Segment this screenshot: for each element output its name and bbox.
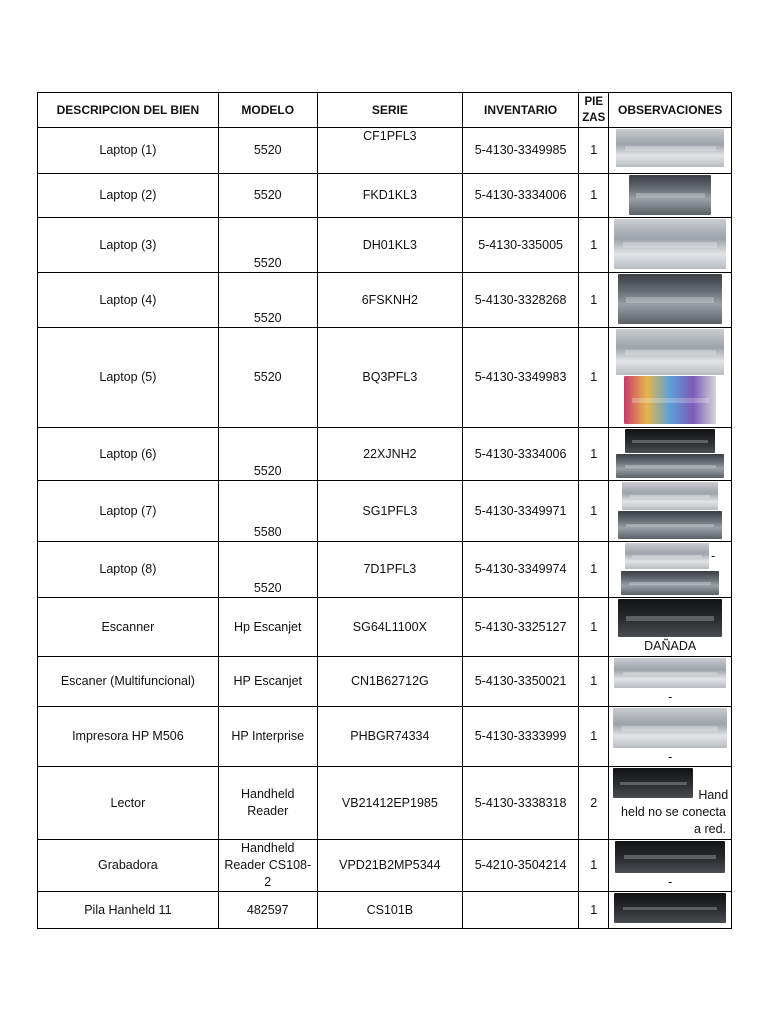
cell-serie: SG1PFL3 <box>317 481 462 542</box>
cell-piezas: 1 <box>579 892 609 929</box>
cell-observaciones <box>609 598 732 657</box>
cell-modelo: Handheld Reader <box>218 767 317 840</box>
table-row <box>38 428 732 481</box>
header-observaciones: OBSERVACIONES <box>609 93 732 128</box>
cell-inventario: 5-4130-3333999 <box>462 707 578 767</box>
laptop-photo <box>621 571 719 595</box>
table-row <box>38 128 732 174</box>
cell-serie: CS101B <box>317 892 462 929</box>
cell-descripcion: Escanner <box>38 598 219 657</box>
table-row <box>38 707 732 767</box>
cell-piezas: 1 <box>579 657 609 707</box>
table-row <box>38 892 732 929</box>
scanner-photo <box>618 599 722 637</box>
table-row <box>38 767 732 840</box>
cell-serie: DH01KL3 <box>317 218 462 273</box>
cell-observaciones <box>609 767 732 840</box>
cell-piezas: 1 <box>579 840 609 892</box>
cell-inventario: 5-4130-3338318 <box>462 767 578 840</box>
table-row <box>38 328 732 428</box>
handheld-reader-photo <box>613 768 693 798</box>
observation-note: - <box>711 548 716 563</box>
table-row <box>38 218 732 273</box>
recorder-photo <box>615 841 725 873</box>
cell-modelo: HP Interprise <box>218 707 317 767</box>
cell-observaciones <box>609 273 732 328</box>
observation-note: - <box>668 690 673 704</box>
cell-descripcion: Laptop (4) <box>38 273 219 328</box>
cell-descripcion: Lector <box>38 767 219 840</box>
cell-serie: 22XJNH2 <box>317 428 462 481</box>
cell-descripcion: Grabadora <box>38 840 219 892</box>
cell-descripcion: Laptop (3) <box>38 218 219 273</box>
cell-piezas: 1 <box>579 218 609 273</box>
printer-photo <box>613 708 727 748</box>
cell-descripcion: Laptop (7) <box>38 481 219 542</box>
cell-serie: CF1PFL3 <box>317 128 462 174</box>
cell-serie: VPD21B2MP5344 <box>317 840 462 892</box>
observation-note: Hand held no se conecta a red. <box>621 788 729 836</box>
cell-modelo: 5520 <box>218 218 317 273</box>
cell-piezas: 1 <box>579 542 609 598</box>
cell-piezas: 1 <box>579 174 609 218</box>
cell-observaciones <box>609 128 732 174</box>
cell-inventario <box>462 892 578 929</box>
table-row <box>38 481 732 542</box>
laptop-photo <box>625 543 709 569</box>
header-serie: SERIE <box>317 93 462 128</box>
cell-serie: VB21412EP1985 <box>317 767 462 840</box>
inventory-table <box>37 92 732 929</box>
cell-modelo: Hp Escanjet <box>218 598 317 657</box>
cell-serie: BQ3PFL3 <box>317 328 462 428</box>
cell-modelo: 5520 <box>218 174 317 218</box>
laptop-photo <box>629 175 711 215</box>
cell-observaciones <box>609 657 732 707</box>
cell-inventario: 5-4130-3328268 <box>462 273 578 328</box>
observation-note: - <box>668 750 673 764</box>
cell-piezas: 1 <box>579 598 609 657</box>
cell-inventario: 5-4130-3334006 <box>462 174 578 218</box>
laptop-photo <box>622 482 718 510</box>
laptop-photo <box>625 429 715 453</box>
cell-descripcion: Laptop (8) <box>38 542 219 598</box>
cell-inventario: 5-4130-3334006 <box>462 428 578 481</box>
header-piezas: PIE ZAS <box>579 93 609 128</box>
laptop-photo <box>618 511 722 539</box>
cell-descripcion: Impresora HP M506 <box>38 707 219 767</box>
cell-modelo: 5580 <box>218 481 317 542</box>
table-row <box>38 598 732 657</box>
cell-observaciones <box>609 174 732 218</box>
table-row <box>38 273 732 328</box>
laptop-photo <box>616 454 724 478</box>
cell-piezas: 1 <box>579 273 609 328</box>
cell-descripcion: Escaner (Multifuncional) <box>38 657 219 707</box>
laptop-photo <box>614 219 726 269</box>
cell-observaciones <box>609 481 732 542</box>
cell-modelo: 5520 <box>218 328 317 428</box>
scanner-photo <box>614 658 726 688</box>
battery-photo <box>614 893 726 923</box>
cell-piezas: 1 <box>579 481 609 542</box>
cell-modelo: 5520 <box>218 542 317 598</box>
cell-inventario: 5-4130-3349971 <box>462 481 578 542</box>
cell-piezas: 1 <box>579 128 609 174</box>
table-row <box>38 657 732 707</box>
table-row <box>38 174 732 218</box>
cell-modelo: 5520 <box>218 128 317 174</box>
cell-serie: SG64L1100X <box>317 598 462 657</box>
header-row <box>38 93 732 128</box>
cell-descripcion: Laptop (5) <box>38 328 219 428</box>
cell-serie: FKD1KL3 <box>317 174 462 218</box>
cell-descripcion: Pila Hanheld 11 <box>38 892 219 929</box>
cell-piezas: 1 <box>579 328 609 428</box>
cell-observaciones <box>609 428 732 481</box>
cell-descripcion: Laptop (6) <box>38 428 219 481</box>
cell-serie: CN1B62712G <box>317 657 462 707</box>
cell-observaciones <box>609 707 732 767</box>
cell-modelo: HP Escanjet <box>218 657 317 707</box>
cell-serie: 6FSKNH2 <box>317 273 462 328</box>
cell-modelo: 482597 <box>218 892 317 929</box>
cell-serie: PHBGR74334 <box>317 707 462 767</box>
cell-inventario: 5-4210-3504214 <box>462 840 578 892</box>
observation-note: - <box>668 875 673 889</box>
laptop-photo <box>618 274 722 324</box>
cell-piezas: 1 <box>579 707 609 767</box>
cell-serie: 7D1PFL3 <box>317 542 462 598</box>
cell-observaciones <box>609 218 732 273</box>
cell-piezas: 2 <box>579 767 609 840</box>
cell-inventario: 5-4130-3349974 <box>462 542 578 598</box>
cell-observaciones <box>609 892 732 929</box>
header-inventario: INVENTARIO <box>462 93 578 128</box>
cell-descripcion: Laptop (1) <box>38 128 219 174</box>
observation-note: DAÑADA <box>644 639 697 653</box>
laptop-photo <box>616 129 724 167</box>
cell-piezas: 1 <box>579 428 609 481</box>
cell-descripcion: Laptop (2) <box>38 174 219 218</box>
cell-inventario: 5-4130-3349985 <box>462 128 578 174</box>
cell-inventario: 5-4130-335005 <box>462 218 578 273</box>
laptop-photo <box>616 329 724 375</box>
table-row <box>38 542 732 598</box>
cell-observaciones <box>609 542 732 598</box>
cell-observaciones <box>609 328 732 428</box>
header-modelo: MODELO <box>218 93 317 128</box>
laptop-keyboard-photo <box>624 376 716 424</box>
cell-modelo: 5520 <box>218 273 317 328</box>
cell-modelo: 5520 <box>218 428 317 481</box>
cell-observaciones <box>609 840 732 892</box>
table-row <box>38 840 732 892</box>
cell-inventario: 5-4130-3325127 <box>462 598 578 657</box>
cell-inventario: 5-4130-3350021 <box>462 657 578 707</box>
header-descripcion: DESCRIPCION DEL BIEN <box>38 93 219 128</box>
cell-inventario: 5-4130-3349983 <box>462 328 578 428</box>
cell-modelo: Handheld Reader CS108-2 <box>218 840 317 892</box>
